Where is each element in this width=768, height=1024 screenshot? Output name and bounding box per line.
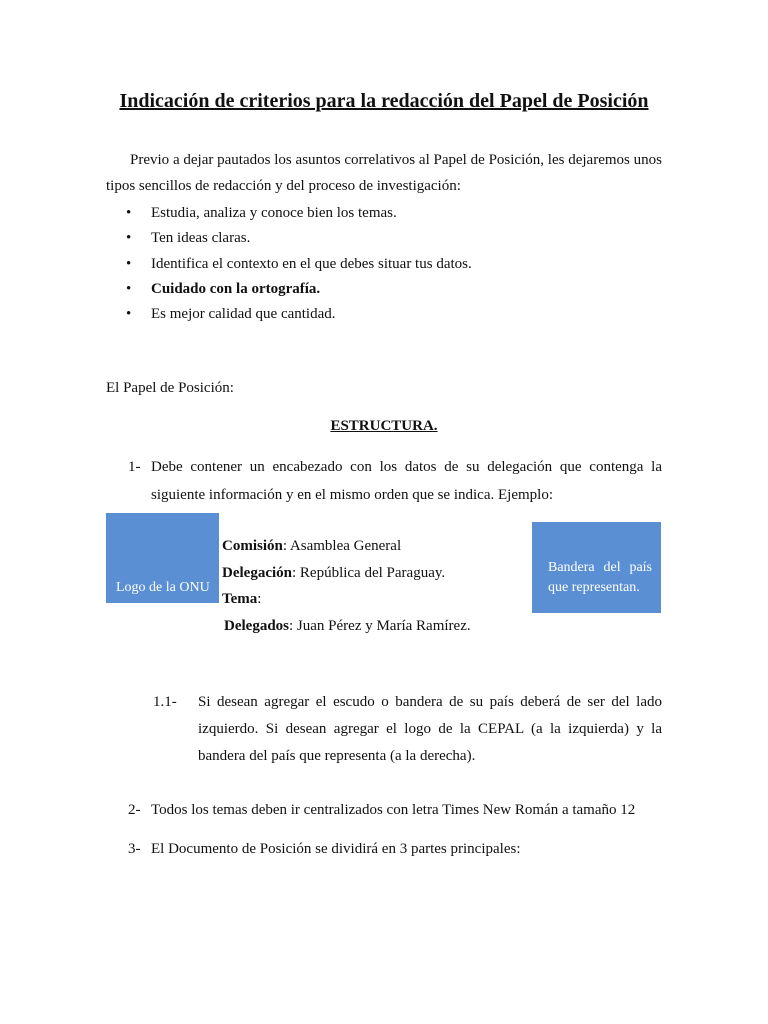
list-item [126,226,666,251]
bullet-icon: • [126,230,132,247]
field-label: Delegados [224,618,289,634]
header-comision [222,533,401,560]
list-item [126,277,666,302]
page-title: Indicación de criterios para la redacción del Papel de Posición [119,90,649,112]
logo-placeholder-label: Logo de la ONU [116,580,210,595]
bullet-icon: • [126,255,132,272]
field-label: Tema [222,591,258,607]
item-text: Debe contener un encabezado con los datos de su delegación que contenga la siguiente información y en el mismo orden que se indica. Ejemplo: [151,459,662,503]
bullet-icon: • [126,280,132,297]
sub-item-1-1 [153,689,662,770]
list-item-text: Identifica el contexto en el que debes situar tus datos. [151,255,472,272]
item-number: 3- [128,841,141,857]
logo-placeholder [106,513,219,603]
section-label: El Papel de Posición: [106,380,234,396]
header-delegacion [222,560,445,587]
field-value: : Juan Pérez y María Ramírez. [289,618,471,634]
field-label: Comisión [222,538,283,554]
criteria-list [126,201,666,327]
header-delegados [224,613,471,640]
numbered-item-3 [128,835,662,863]
list-item-text: Cuidado con la ortografía. [151,280,321,297]
item-number: 2- [128,802,141,818]
flag-placeholder-label: Bandera del país que representan. [548,560,652,595]
item-number: 1- [128,459,141,475]
intro-paragraph [106,147,662,199]
list-item [126,201,666,226]
list-item-text: Estudia, analiza y conoce bien los temas. [151,205,397,221]
bullet-icon: • [126,205,132,221]
numbered-item-1 [128,453,662,509]
list-item-text: Es mejor calidad que cantidad. [151,306,336,323]
numbered-item-2 [128,796,662,824]
item-text: El Documento de Posición se dividirá en 3 partes principales: [151,841,521,857]
item-text: Todos los temas deben ir centralizados con letra Times New Román a tamaño 12 [151,802,636,818]
list-item [126,302,666,327]
field-value: : [257,591,262,607]
bullet-icon: • [126,306,132,323]
item-number: 1.1- [153,694,177,710]
field-value: : Asamblea General [282,538,402,554]
list-item [126,252,666,277]
flag-placeholder [532,522,661,613]
item-text: Si desean agregar el escudo o bandera de su país deberá de ser del lado izquierdo. Si desean agregar el logo de la CEPAL (a la izquierda) y la bandera del país que representa (a la derecha). [198,694,662,764]
header-tema [222,586,261,613]
section-heading: ESTRUCTURA. [330,418,438,434]
field-label: Delegación [222,564,292,581]
list-item-text: Ten ideas claras. [151,230,251,247]
intro-text: Previo a dejar pautados los asuntos correlativos al Papel de Posición, les dejaremos unos tipos sencillos de redacción y del proceso de investigación: [106,152,662,194]
field-value: : República del Paraguay. [291,564,446,581]
